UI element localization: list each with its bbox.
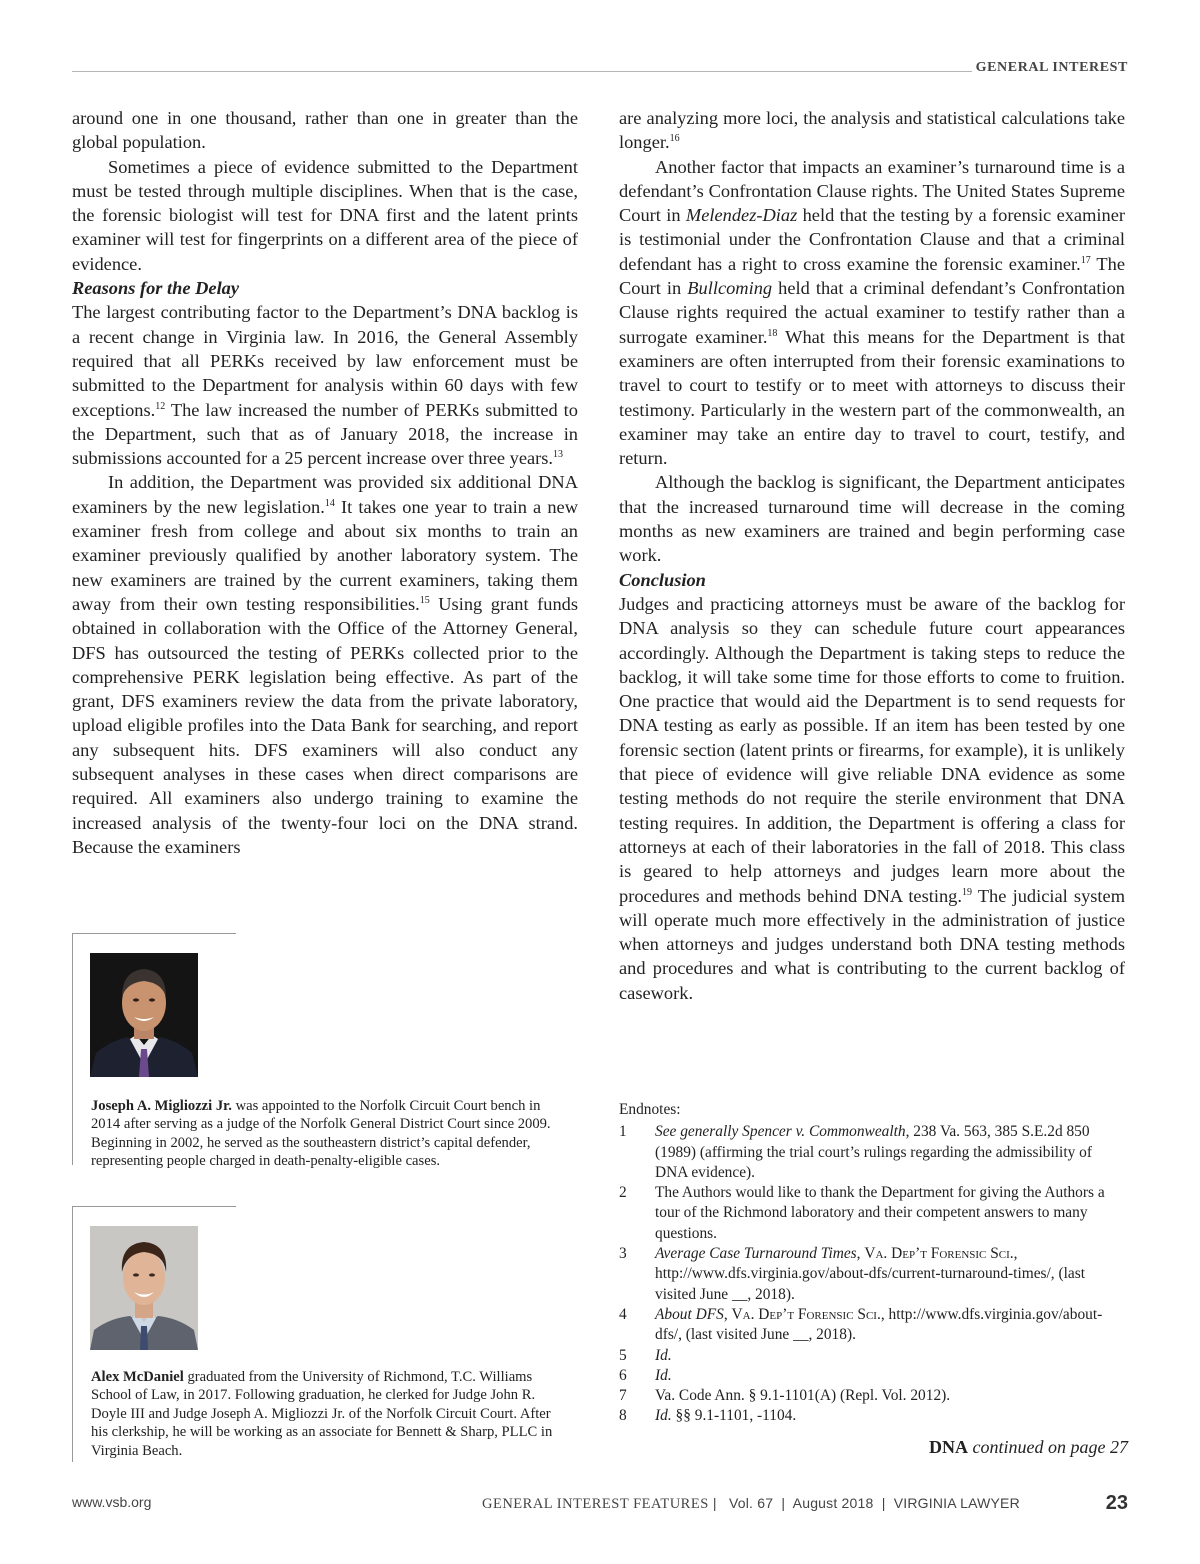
author-photo-migliozzi [90, 953, 198, 1077]
page-number: 23 [1105, 1492, 1128, 1514]
author-name: Joseph A. Migliozzi Jr. [91, 1098, 232, 1114]
author-photo [90, 1226, 198, 1350]
endnote-item: 6 Id. [619, 1366, 672, 1384]
endnote-item: 7 Va. Code Ann. § 9.1-1101(A) (Repl. Vol. 2012). [619, 1387, 951, 1405]
case-name: Bullcoming [687, 278, 773, 299]
right-column [619, 106, 1125, 1005]
author-bio-mcdaniel [72, 1206, 572, 1462]
endnote-link[interactable]: , http://www.dfs.virginia.gov/about-dfs/, (last visited June __, 2018). [655, 1305, 1103, 1344]
bio-frame [72, 933, 236, 934]
endnote-item: 2 The Authors would like to thank the Department for giving the Authors a tour of the Richmond laboratory and their competent answers to many questions. [619, 1184, 1105, 1242]
bio-text: Alex McDaniel graduated from the University of Richmond, T.C. Williams School of Law, in 2017. Following graduation, he clerked for Judge John R. Doyle III and Judge Joseph A. Migliozzi Jr. of the Norfolk Circuit Court. After his clerkship, he will be working as an associate for Bennett & Sharp, PLLC in Virginia Beach. [91, 1369, 553, 1459]
author-bio-migliozzi [72, 933, 572, 1170]
bio-text: Joseph A. Migliozzi Jr. was appointed to the Norfolk Circuit Court bench in 2014 after serving as a judge of the Norfolk General District Court since 2009. Beginning in 2002, he served as the southeastern district’s capital defender, representing people charged in death-penalty-eligible cases. [91, 1098, 551, 1170]
endnote-item: 3 Average Case Turnaround Times, Va. Dep’t Forensic Sci., http://www.dfs.virginia.gov/about-dfs/current-turnaround-times/, (last visited June __, 2018). [619, 1245, 1085, 1303]
paragraph: Although the backlog is significant, the Department anticipates that the increased turnaround time will decrease in the coming months as new examiners are trained and begin performing case work. [619, 472, 1125, 566]
paragraph: around one in one thousand, rather than one in greater than the global population. [72, 108, 578, 153]
author-name: Alex McDaniel [91, 1369, 184, 1385]
subheading-conclusion: Conclusion [619, 569, 706, 590]
paragraph: Another factor that impacts an examiner’s turnaround time is a defendant’s Confrontation Clause rights. The United States Supreme Court in Melendez-Diaz held that the testing by a forensic examiner is testimonial under the Confrontation Clause and that a criminal defendant has a right to cross examine the forensic examiner.$^{17}$ The Court in Bullcoming held that a criminal defendant’s Confrontation Clause rights required the actual examiner to testify rather than a surrogate examiner.$^{18}$ What this means for the Department is that examiners are often interrupted from their forensic examinations to travel to court to testify or to meet with attorneys to discuss their testimony. Particularly in the western part of the commonwealth, an examiner may take an entire day to travel to court, testify, and return. [619, 156, 1125, 469]
bio-frame [72, 1206, 73, 1462]
endnotes [619, 1100, 1125, 1427]
section-heading: GENERAL INTEREST [975, 60, 1128, 75]
footnote-ref[interactable]: 14 [324, 497, 335, 509]
paragraph: Sometimes a piece of evidence submitted to the Department must be tested through multiple disciplines. When that is the case, the forensic biologist will test for DNA first and the latent prints examiner will test for fingerprints on a different area of the piece of evidence. [72, 156, 578, 274]
continued-notice[interactable]: DNA continued on page 27 [929, 1437, 1128, 1457]
bio-frame [72, 933, 73, 1165]
footnote-ref[interactable]: 18 [767, 327, 778, 339]
endnote-link[interactable]: , http://www.dfs.virginia.gov/about-dfs/current-turnaround-times/, (last visited June __, 2018). [655, 1245, 1085, 1303]
header-rule [72, 71, 972, 72]
page-footer [72, 1493, 1128, 1523]
author-photo-mcdaniel [90, 1226, 198, 1350]
footnote-ref[interactable]: 15 [419, 594, 430, 606]
endnote-item: 4 About DFS, Va. Dep’t Forensic Sci., http://www.dfs.virginia.gov/about-dfs/, (last visited June __, 2018). [619, 1305, 1103, 1344]
footer-url[interactable]: www.vsb.org [72, 1494, 152, 1510]
footnote-ref[interactable]: 17 [1080, 254, 1091, 266]
subheading-reasons: Reasons for the Delay [72, 278, 240, 299]
endnotes-label: Endnotes: [619, 1101, 681, 1118]
bio-frame [72, 1206, 236, 1207]
endnote-item: 5 Id. [619, 1346, 672, 1364]
author-photo [90, 953, 198, 1077]
endnote-item: 8 Id. §§ 9.1-1101, -1104. [619, 1407, 797, 1425]
footnote-ref[interactable]: 13 [553, 449, 564, 461]
paragraph: In addition, the Department was provided six additional DNA examiners by the new legislation.$^{14}$ It takes one year to train a new examiner fresh from college and about six months to train an examiner previously qualified by another laboratory system. The new examiners are trained by the current examiners, taking them away from their own testing responsibilities.$^{15}$ Using grant funds obtained in collaboration with the Office of the Attorney General, DFS has outsourced the testing of PERKs collected prior to the comprehensive PERK legislation being effective. As part of the grant, DFS examiners review the data from the private laboratory, upload eligible profiles into the Data Bank for searching, and report any subsequent hits. DFS examiners will also conduct any subsequent analyses in these cases when direct comparisons are required. All examiners also undergo training to examine the increased analysis of the twenty-four loci on the DNA strand. Because the examiners [72, 472, 578, 857]
paragraph: are analyzing more loci, the analysis and statistical calculations take longer.$^{16}$ [619, 108, 1125, 153]
endnote-item: 1 See generally Spencer v. Commonwealth, 238 Va. 563, 385 S.E.2d 850 (1989) (affirming the trial court’s rulings regarding the admissibility of DNA evidence). [619, 1123, 1092, 1181]
footnote-ref[interactable]: 12 [155, 400, 166, 412]
paragraph: The largest contributing factor to the Department’s DNA backlog is a recent change in Virginia law. In 2016, the General Assembly required that all PERKs received by law enforcement must be submitted to the Department for analysis within 60 days with few exceptions.$^{12}$ The law increased the number of PERKs submitted to the Department, such that as of January 2018, the increase in submissions accounted for a 25 percent increase over three years.$^{13}$ [72, 302, 578, 469]
left-column [72, 106, 578, 859]
footnote-ref[interactable]: 19 [961, 886, 972, 898]
footnote-ref[interactable]: 16 [669, 133, 680, 145]
footer-publication: GENERAL INTEREST FEATURES | Vol. 67 | August 2018 | VIRGINIA LAWYER [482, 1495, 1020, 1512]
paragraph: Judges and practicing attorneys must be aware of the backlog for DNA analysis so they can schedule future court appearances accordingly. Although the Department is taking steps to reduce the backlog, it will take some time for those efforts to come to fruition. One practice that would aid the Department is to send requests for DNA testing as early as possible. If an item has been tested by one forensic section (latent prints or firearms, for example), it is unlikely that piece of evidence will give reliable DNA evidence as some testing methods do not require the sterile environment that DNA testing requires. In addition, the Department is offering a class for attorneys at each of their laboratories in the fall of 2018. This class is geared to help attorneys and judges learn more about the procedures and methods behind DNA testing.$^{19}$ The judicial system will operate much more effectively in the administration of justice when attorneys and judges understand both DNA testing methods and procedures and what is contributing to the current backlog of casework. [619, 593, 1126, 1003]
case-name: Melendez-Diaz [685, 205, 798, 226]
